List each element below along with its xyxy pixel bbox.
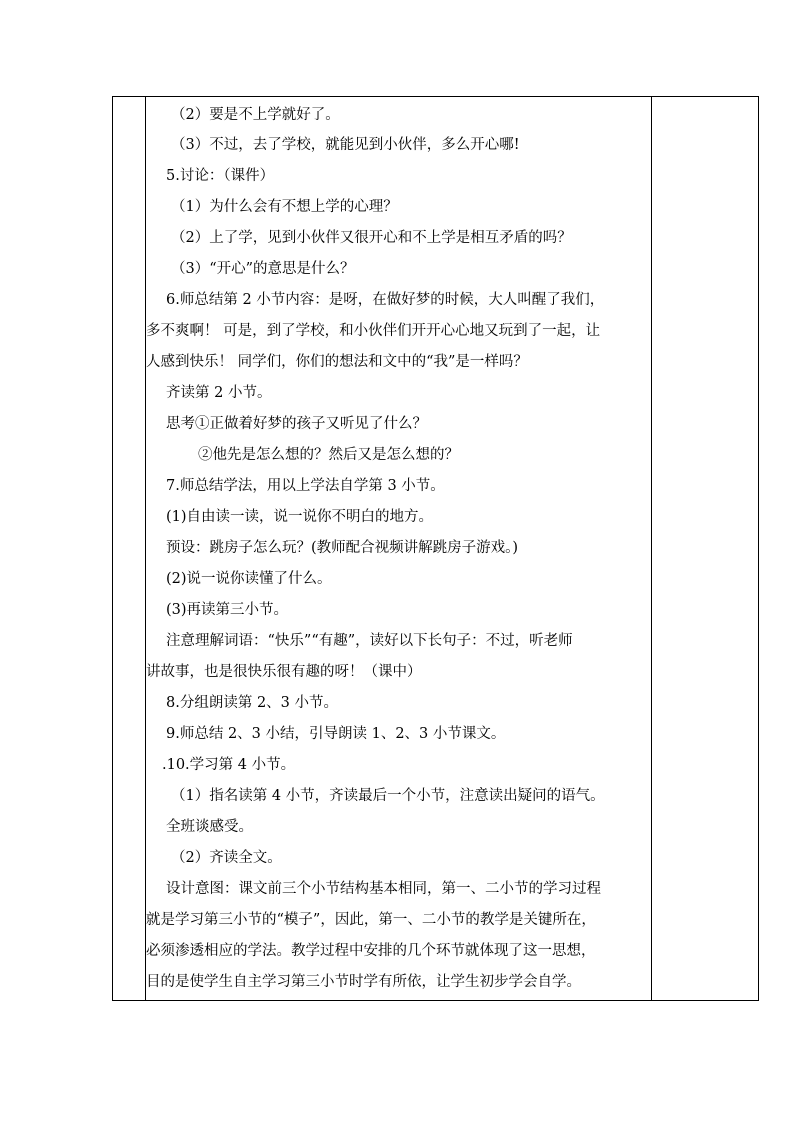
text-line-14: (1)自由读一读，说一说你不明白的地方。 <box>166 509 434 525</box>
text-line-19: 讲故事，也是很快乐很有趣的呀！（课中） <box>146 664 422 680</box>
text-line-22: .10.学习第 4 小节。 <box>162 757 296 773</box>
text-line-15: 预设：跳房子怎么玩？(教师配合视频讲解跳房子游戏。) <box>166 540 519 556</box>
text-line-5: （2）上了学，见到小伙伴又很开心和不上学是相互矛盾的吗？ <box>171 230 572 246</box>
text-line-4: （1）为什么会有不想上学的心理？ <box>171 199 398 215</box>
text-line-20: 8.分组朗读第 2、3 小节。 <box>166 695 339 711</box>
text-line-23: （1）指名读第 4 小节，齐读最后一个小节，注意读出疑问的语气。 <box>171 788 605 804</box>
text-line-6: （3）“开心”的意思是什么？ <box>171 261 355 277</box>
text-line-16: (2)说一说你读懂了什么。 <box>166 571 332 587</box>
text-line-26: 设计意图：课文前三个小节结构基本相同，第一、二小节的学习过程 <box>166 881 601 897</box>
text-line-13: 7.师总结学法，用以上学法自学第 3 小节。 <box>166 478 445 494</box>
text-line-8: 多不爽啊！ 可是，到了学校，和小伙伴们开开心心地又玩到了一起，让 <box>146 323 601 339</box>
text-line-17: (3)再读第三小节。 <box>166 602 289 618</box>
text-line-7: 6.师总结第 2 小节内容：是呀，在做好梦的时候，大人叫醒了我们， <box>166 292 605 308</box>
text-line-25: （2）齐读全文。 <box>171 850 282 866</box>
text-line-28: 必须渗透相应的学法。教学过程中安排的几个环节就体现了这一思想， <box>146 943 596 959</box>
text-line-24: 全班谈感受。 <box>166 819 253 835</box>
text-line-2: （3）不过，去了学校，就能见到小伙伴，多么开心哪! <box>171 137 520 153</box>
teaching-process-cell <box>146 97 651 1000</box>
text-line-10: 齐读第 2 小节。 <box>166 385 272 401</box>
text-line-29: 目的是使学生自主学习第三小节时学有所依，让学生初步学会自学。 <box>146 974 581 990</box>
table-column-divider-right <box>651 97 652 1000</box>
text-line-11: 思考①正做着好梦的孩子又听见了什么？ <box>166 416 427 432</box>
lesson-plan-table <box>112 96 759 1001</box>
text-line-3: 5.讨论：（课件） <box>166 168 275 184</box>
text-line-9: 人感到快乐！ 同学们，你们的想法和文中的“我”是一样吗？ <box>146 354 528 370</box>
text-line-12: ②他先是怎么想的？然后又是怎么想的？ <box>198 447 459 463</box>
text-line-1: （2）要是不上学就好了。 <box>171 107 340 123</box>
text-line-21: 9.师总结 2、3 小结，引导朗读 1、2、3 小节课文。 <box>166 726 506 742</box>
text-line-27: 就是学习第三小节的“模子”，因此，第一、二小节的教学是关键所在， <box>146 912 596 928</box>
text-line-18: 注意理解词语：“快乐”“有趣”，读好以下长句子：不过，听老师 <box>166 633 573 649</box>
